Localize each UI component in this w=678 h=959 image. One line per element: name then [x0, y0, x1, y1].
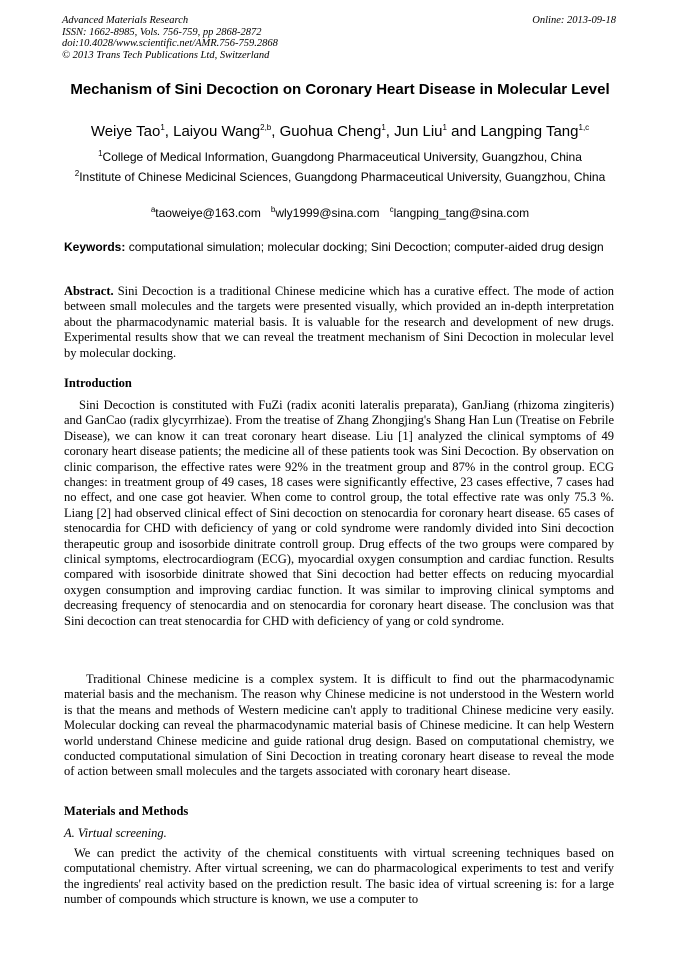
abstract-text: Sini Decoction is a traditional Chinese medicine which has a curative effect. The mode of action between small molecules and the targets were presented visually, which provided an in-depth interpretation about the pharmacodynamic material basis. It is valuable for the research and development of new drugs. Experimental results show that we can reveal the treatment mechanism of Sini Decoction in molecular level by molecular docking. [64, 284, 614, 360]
online-date: Online: 2013-09-18 [532, 15, 616, 26]
email-c[interactable]: $^c$langping_tang@sina.com [389, 205, 530, 220]
email-b[interactable]: $^b$wly1999@sina.com [270, 205, 380, 220]
issn-line: ISSN: 1662-8985, Vols. 756-759, pp 2868-2872 [62, 26, 262, 38]
introduction-paragraph-2: Traditional Chinese medicine is a complex system. It is difficult to find out the pharmacodynamic material basis and the mechanism. The reason why Chinese medicine is not understood in the Western world is that the means and methods of Western medicine can't apply to traditional Chinese medicine very easily. Molecular docking can reveal the pharmacodynamic material basis of Chinese medicine. It can help Western world understand Chinese medicine and guide rational drug design. Based on computational chemistry, we conducted computational simulation of Sini Decoction in treating coronary heart disease to reveal the mode of action between small molecules and the targets associated with coronary heart disease. [64, 672, 614, 779]
author: Langping Tang$^{1,c}$ [480, 123, 590, 140]
author: Weiye Tao$^1$, [90, 123, 174, 140]
introduction-heading: Introduction [64, 376, 132, 390]
virtual-screening-paragraph: We can predict the activity of the chemical constituents with virtual screening techniques based on computational chemistry. After virtual screening, we can do pharmacological experiments to test and verify the ingredients' real activity based on the prediction result. The basic idea of virtual screening is: for a large number of compounds which structure is known, we use a computer to [64, 846, 614, 907]
affiliation-2: $^2$Institute of Chinese Medicinal Sciences, Guangdong Pharmaceutical University, Guangzhou, China [74, 169, 606, 184]
doi-line: doi:10.4028/www.scientific.net/AMR.756-759.2868 [62, 38, 278, 50]
email-list [70, 206, 610, 222]
affiliation-1: $^1$College of Medical Information, Guangdong Pharmaceutical University, Guangzhou, China [98, 149, 582, 164]
materials-methods-heading: Materials and Methods [64, 804, 189, 818]
abstract [64, 284, 614, 361]
abstract-label: Abstract. [64, 284, 114, 298]
copyright-line: © 2013 Trans Tech Publications Ltd, Switzerland [62, 49, 270, 61]
keywords-label: Keywords: [64, 240, 126, 254]
introduction-paragraph-1: Sini Decoction is constituted with FuZi (radix aconiti lateralis preparata), GanJiang (rhizoma zingiteris) and GanCao (radix glycyrrhizae). From the treatise of Zhang Zhongjing's Shang Han Lun (Treatise on Febrile Disease), we can know it can treat coronary heart disease. Liu [1] analyzed the clinical symptoms of 49 coronary heart disease patients; the medicine all of these patients took was Sini Decoction. By observation on clinic comparison, the effective rates were 92% in the treatment group and 87% in the control group. ECG changes: in treatment group of 49 cases, 18 cases were significantly effective, 23 cases effective, 7 cases had no effect, and one case got heavier. When come to control group, the total effective rate was only 75.3 %. Liang [2] had observed clinical effect of Sini decoction on stenocardia for coronary heart disease. 65 cases of stenocardia for CHD with deficiency of yang or cold syndrome were randomly divided into Sini decoction therapeutic group and isosorbide dinitrate controll group. Drug effects of the two groups were compared by clinical symptoms, electrocardiogram (ECG), myocardial oxygen consumption and cardiac function. Results compared with isosorbide dinitrate showed that Sini decoction had better effects on reducing myocardial oxygen consumption and improving cardiac function. It was similar to improving clinical symptoms and decreasing frequency of stenocardia and on stenocardia for coronary heart disease. The conclusion was that Sini decoction can treat stenocardia for CHD with deficiency of yang or cold syndrome. [64, 398, 614, 628]
paper-title: Mechanism of Sini Decoction on Coronary Heart Disease in Molecular Level [70, 81, 610, 98]
journal-header [62, 15, 278, 61]
keywords [64, 240, 614, 256]
keywords-text: computational simulation; molecular docking; Sini Decoction; computer-aided drug design [128, 240, 604, 254]
journal-name: Advanced Materials Research [62, 15, 189, 26]
author: Laiyou Wang$^{2,b}$, [173, 123, 280, 140]
author: Guohua Cheng$^1$, [279, 123, 395, 140]
email-a[interactable]: $^a$taoweiye@163.com [150, 205, 261, 220]
author-list [40, 122, 640, 142]
virtual-screening-subheading: A. Virtual screening. [64, 826, 167, 840]
author: Jun Liu$^1$ and [394, 123, 481, 140]
